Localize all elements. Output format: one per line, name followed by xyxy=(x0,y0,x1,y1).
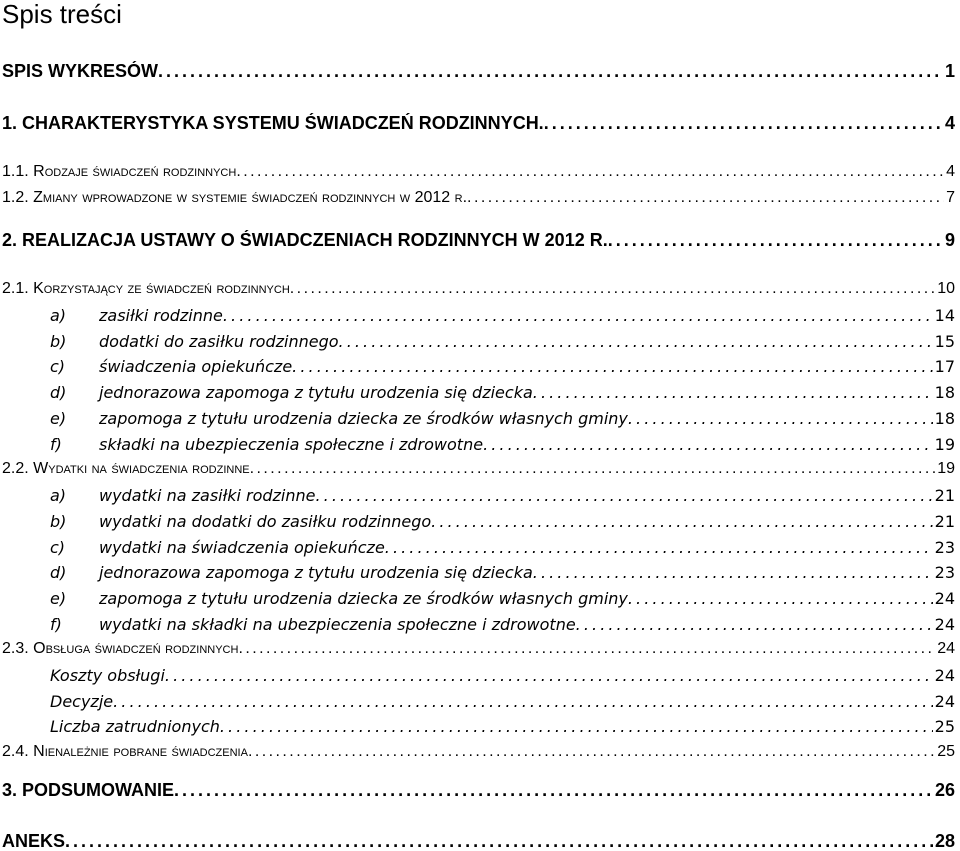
toc-entry-page: 24 xyxy=(934,615,955,634)
item-marker: e) xyxy=(50,409,67,428)
leader-dots xyxy=(628,589,933,608)
leader-dots xyxy=(483,435,933,454)
toc-entry-label: 3. PODSUMOWANIE xyxy=(2,780,175,800)
toc-entry-label: 2. REALIZACJA USTAWY O ŚWIADCZENIACH RODZINNYCH W 2012 R. xyxy=(2,230,608,250)
toc-entry-label: 1.2. Zmiany wprowadzone w systemie świadczeń rodzinnych w 2012 r. xyxy=(2,189,468,206)
toc-entry-item[interactable] xyxy=(50,538,955,562)
toc-entry-page: 26 xyxy=(934,780,955,800)
toc-entry-label xyxy=(50,563,533,582)
toc-entry-aneks[interactable] xyxy=(2,831,955,851)
leader-dots xyxy=(576,615,933,634)
toc-entry-item[interactable] xyxy=(50,409,955,433)
toc-title: Spis treści xyxy=(2,0,122,29)
toc-entry-page: 19 xyxy=(934,435,955,454)
toc-entry-label: 2.2. Wydatki na świadczenia rodzinne xyxy=(2,460,250,477)
toc-entry-item[interactable] xyxy=(50,332,955,356)
toc-entry-item[interactable] xyxy=(50,357,955,381)
toc-entry-item[interactable] xyxy=(50,383,955,407)
item-marker: d) xyxy=(50,563,67,582)
item-marker: c) xyxy=(50,538,66,557)
toc-entry-page: 15 xyxy=(934,332,955,351)
toc-entry-label: 1.1. Rodzaje świadczeń rodzinnych xyxy=(2,163,237,180)
item-marker: d) xyxy=(50,383,67,402)
item-text: zapomoga z tytułu urodzenia dziecka ze środków własnych gminy xyxy=(99,589,628,608)
leader-dots xyxy=(315,486,932,505)
toc-entry-item[interactable] xyxy=(50,563,955,587)
toc-entry-page: 4 xyxy=(946,163,955,180)
toc-entry-page: 7 xyxy=(946,189,955,206)
leader-dots xyxy=(533,383,933,402)
toc-entry-label: Koszty obsługi xyxy=(50,666,165,685)
toc-entry-item[interactable] xyxy=(50,486,955,510)
leader-dots xyxy=(165,666,933,685)
leader-dots xyxy=(292,357,932,376)
toc-entry-label: 2.3. Obsługa świadczeń rodzinnych xyxy=(2,640,239,657)
toc-entry-label xyxy=(50,615,576,634)
toc-entry-page: 21 xyxy=(934,512,955,531)
toc-entry-label xyxy=(50,512,431,531)
leader-dots xyxy=(250,460,936,478)
leader-dots xyxy=(339,332,933,351)
leader-dots xyxy=(236,163,944,181)
item-marker: a) xyxy=(50,306,67,325)
leader-dots xyxy=(290,280,935,298)
toc-entry-label: 2.4. Nienależnie pobrane świadczenia xyxy=(2,743,248,760)
item-marker: c) xyxy=(50,357,66,376)
item-text: zasiłki rodzinne xyxy=(99,306,223,325)
leader-dots xyxy=(65,831,933,851)
toc-entry-page: 28 xyxy=(934,831,955,851)
leader-dots xyxy=(113,692,933,711)
item-text: składki na ubezpieczenia społeczne i zdrowotne xyxy=(99,435,484,454)
item-marker: b) xyxy=(50,512,67,531)
toc-entry-chapter-3[interactable] xyxy=(2,780,955,804)
leader-dots xyxy=(223,306,933,325)
toc-entry-page: 21 xyxy=(934,486,955,505)
toc-entry-label: SPIS WYKRESÓW xyxy=(2,61,159,81)
item-text: zapomoga z tytułu urodzenia dziecka ze środków własnych gminy xyxy=(99,409,628,428)
item-marker: f) xyxy=(50,435,62,454)
toc-entry-item[interactable] xyxy=(50,692,955,716)
toc-entry-section-2-4[interactable] xyxy=(2,743,955,767)
toc-entry-page: 24 xyxy=(934,589,955,608)
leader-dots xyxy=(431,512,933,531)
toc-entry-label xyxy=(50,332,339,351)
toc-entry-label: Decyzje xyxy=(50,692,114,711)
leader-dots xyxy=(533,563,933,582)
toc-entry-page: 14 xyxy=(934,306,955,325)
item-marker: e) xyxy=(50,589,67,608)
leader-dots xyxy=(467,189,944,207)
toc-entry-page: 18 xyxy=(934,409,955,428)
toc-entry-label: 2.1. Korzystający ze świadczeń rodzinnych xyxy=(2,280,290,297)
leader-dots xyxy=(608,230,943,251)
leader-dots xyxy=(628,409,933,428)
toc-entry-item[interactable] xyxy=(50,615,955,639)
toc-entry-page: 24 xyxy=(937,640,955,657)
toc-entry-item[interactable] xyxy=(50,666,955,690)
toc-entry-page: 25 xyxy=(937,743,955,760)
leader-dots xyxy=(544,113,943,134)
item-text: świadczenia opiekuńcze xyxy=(99,357,293,376)
item-text: wydatki na składki na ubezpieczenia społeczne i zdrowotne xyxy=(99,615,576,634)
toc-entry-page: 1 xyxy=(944,61,955,81)
item-text: wydatki na dodatki do zasiłku rodzinnego xyxy=(99,512,432,531)
item-text: dodatki do zasiłku rodzinnego xyxy=(99,332,339,351)
leader-dots xyxy=(385,538,933,557)
leader-dots xyxy=(238,640,935,658)
toc-entry-section-2-3[interactable] xyxy=(2,640,955,664)
toc-entry-page: 24 xyxy=(934,692,955,711)
toc-entry-page: 24 xyxy=(934,666,955,685)
item-text: jednorazowa zapomoga z tytułu urodzenia się dziecka xyxy=(99,563,533,582)
item-marker: b) xyxy=(50,332,67,351)
toc-entry-label xyxy=(50,538,385,557)
item-text: jednorazowa zapomoga z tytułu urodzenia się dziecka xyxy=(99,383,533,402)
item-text: wydatki na świadczenia opiekuńcze xyxy=(99,538,385,557)
toc-entry-item[interactable] xyxy=(50,306,955,330)
toc-entry-label xyxy=(50,383,533,402)
toc-entry-item[interactable] xyxy=(50,589,955,613)
toc-entry-page: 23 xyxy=(934,538,955,557)
leader-dots xyxy=(158,61,943,82)
toc-entry-section-2-1[interactable] xyxy=(2,280,955,304)
toc-entry-chapter-2[interactable] xyxy=(2,230,955,254)
toc-entry-page: 9 xyxy=(944,230,955,250)
toc-entry-page: 4 xyxy=(944,113,955,133)
toc-entry-label xyxy=(50,486,315,505)
leader-dots xyxy=(174,780,933,801)
toc-entry-item[interactable] xyxy=(50,512,955,536)
toc-entry-section-2-2[interactable] xyxy=(2,460,955,484)
item-text: wydatki na zasiłki rodzinne xyxy=(99,486,316,505)
toc-entry-label xyxy=(50,409,628,428)
toc-entry-item[interactable] xyxy=(50,717,955,741)
leader-dots xyxy=(220,717,933,736)
toc-entry-spis-wykresow[interactable] xyxy=(2,61,955,85)
leader-dots xyxy=(248,743,935,761)
toc-entry-section-1-1[interactable] xyxy=(2,163,955,187)
toc-entry-label xyxy=(50,435,483,454)
toc-entry-section-1-2[interactable] xyxy=(2,189,955,213)
toc-entry-label: ANEKS xyxy=(2,831,66,851)
item-marker: f) xyxy=(50,615,62,634)
toc-entry-label xyxy=(50,357,292,376)
item-marker: a) xyxy=(50,486,67,505)
toc-entry-chapter-1[interactable] xyxy=(2,113,955,137)
toc-entry-page: 25 xyxy=(934,717,955,736)
toc-entry-page: 18 xyxy=(934,383,955,402)
toc-entry-page: 10 xyxy=(937,280,955,297)
toc-entry-label: Liczba zatrudnionych xyxy=(50,717,220,736)
toc-entry-label xyxy=(50,306,223,325)
toc-entry-page: 23 xyxy=(934,563,955,582)
toc-entry-page: 17 xyxy=(934,357,955,376)
toc-entry-item[interactable] xyxy=(50,435,955,459)
toc-entry-page: 19 xyxy=(937,460,955,477)
toc-entry-label: 1. CHARAKTERYSTYKA SYSTEMU ŚWIADCZEŃ RODZINNYCH. xyxy=(2,113,544,133)
toc-entry-label xyxy=(50,589,628,608)
